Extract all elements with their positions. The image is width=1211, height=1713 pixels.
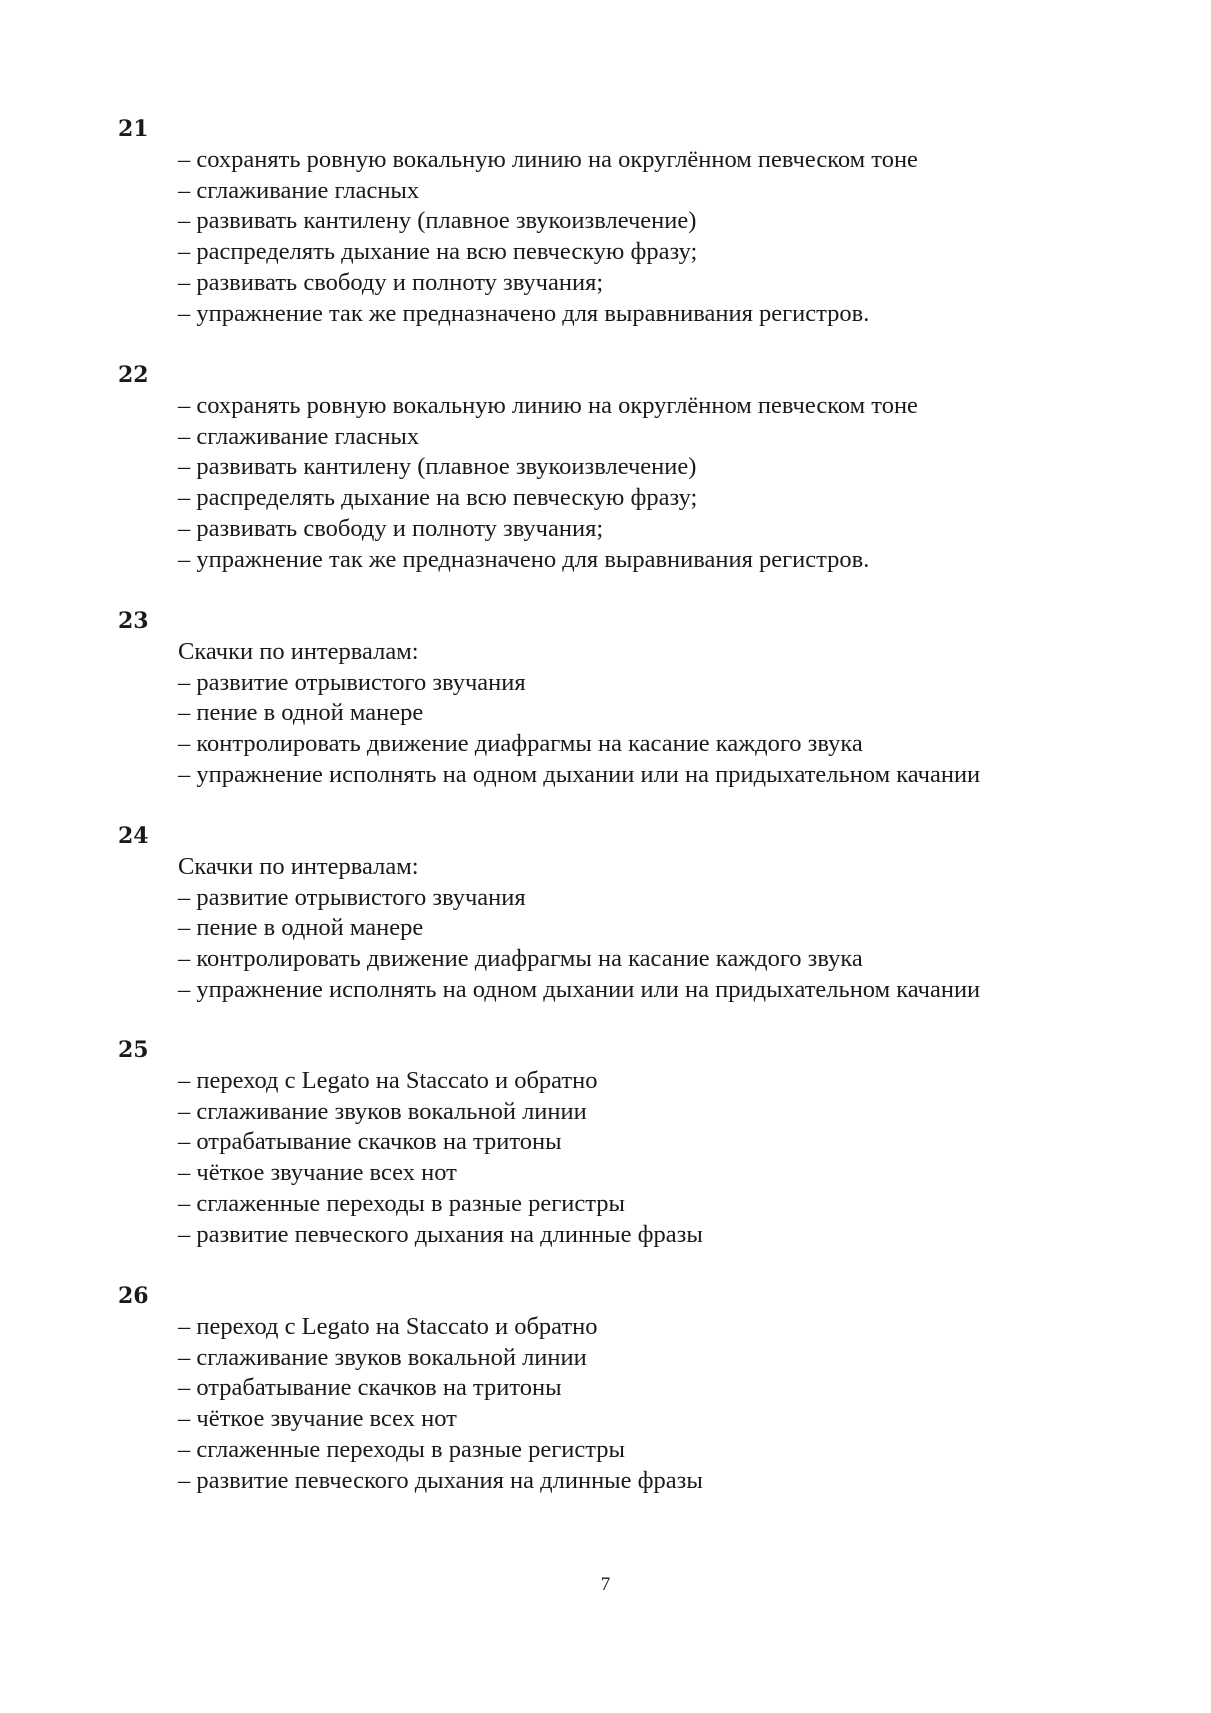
list-item: – развивать свободу и полноту звучания; [178, 268, 604, 296]
list-item: – контролировать движение диафрагмы на касание каждого звука [178, 730, 863, 758]
list-item: – сглаживание звуков вокальной линии [178, 1343, 587, 1371]
section-number: 23 [118, 608, 149, 634]
section-number: 22 [118, 362, 149, 388]
list-item: – развивать свободу и полноту звучания; [178, 514, 604, 542]
list-item: – упражнение так же предназначено для выравнивания регистров. [178, 299, 870, 327]
list-item: – переход с Legato на Staccato и обратно [178, 1067, 598, 1094]
list-item: – сглаженные переходы в разные регистры [178, 1189, 625, 1217]
section-number: 26 [118, 1283, 149, 1309]
list-item: – упражнение исполнять на одном дыхании или на придыхательном качании [178, 975, 981, 1003]
list-item: – сглаживание звуков вокальной линии [178, 1097, 587, 1125]
list-item: – распределять дыхание на всю певческую фразу; [178, 484, 698, 512]
list-item: – развитие певческого дыхания на длинные фразы [178, 1466, 703, 1494]
section-list [178, 391, 918, 575]
list-item: – сглаживание гласных [178, 422, 420, 450]
list-item: – пение в одной манере [178, 699, 424, 727]
list-item: – сглаженные переходы в разные регистры [178, 1435, 625, 1463]
list-item: Скачки по интервалам: [178, 853, 419, 880]
list-item: – развитие отрывистого звучания [178, 883, 526, 911]
list-item: – отрабатывание скачков на тритоны [178, 1128, 562, 1156]
list-item: – переход с Legato на Staccato и обратно [178, 1313, 598, 1340]
section-list [178, 1312, 703, 1496]
page-number: 7 [600, 1574, 611, 1595]
list-item: – чёткое звучание всех нот [178, 1405, 457, 1433]
list-item: – отрабатывание скачков на тритоны [178, 1374, 562, 1402]
list-item: – распределять дыхание на всю певческую фразу; [178, 238, 698, 266]
section-number: 24 [118, 823, 149, 849]
section-list [178, 852, 980, 1006]
section-number: 25 [118, 1037, 149, 1063]
list-item: – сохранять ровную вокальную линию на округлённом певческом тоне [178, 392, 918, 419]
list-item: – сохранять ровную вокальную линию на округлённом певческом тоне [178, 146, 918, 173]
section-number: 21 [118, 116, 149, 142]
list-item: – развитие певческого дыхания на длинные фразы [178, 1220, 703, 1248]
list-item: – развивать кантилену (плавное звукоизвлечение) [178, 207, 697, 235]
list-item: – упражнение так же предназначено для выравнивания регистров. [178, 545, 870, 573]
list-item: – пение в одной манере [178, 914, 424, 942]
list-item: – контролировать движение диафрагмы на касание каждого звука [178, 945, 863, 973]
list-item: – упражнение исполнять на одном дыхании или на придыхательном качании [178, 760, 981, 788]
list-item: – чёткое звучание всех нот [178, 1159, 457, 1187]
section-list [178, 637, 980, 791]
list-item: – развитие отрывистого звучания [178, 668, 526, 696]
list-item: – развивать кантилену (плавное звукоизвлечение) [178, 453, 697, 481]
list-item: Скачки по интервалам: [178, 638, 419, 665]
list-item: – сглаживание гласных [178, 176, 420, 204]
section-list [178, 1066, 703, 1250]
section-list [178, 145, 918, 329]
